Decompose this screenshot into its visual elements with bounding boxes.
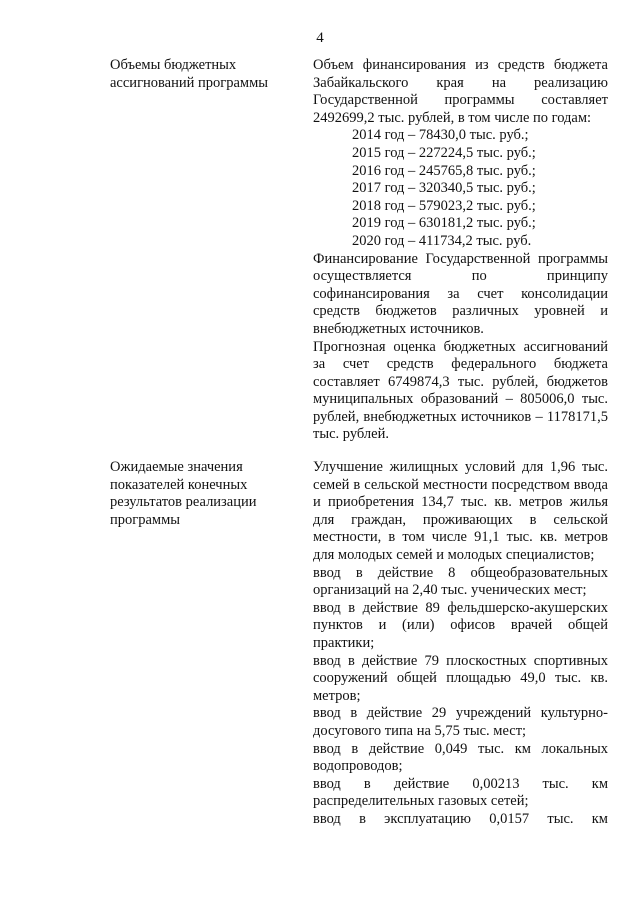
- result-item: ввод в действие 79 плоскостных спортивных сооружений общей площадью 49,0 тыс. кв. метров;: [313, 652, 608, 704]
- result-item: ввод в действие 89 фельдшерско-акушерских пунктов и (или) офисов врачей общей практики;: [313, 599, 608, 651]
- year-line: 2014 год – 78430,0 тыс. руб.;: [352, 127, 529, 144]
- budget-intro: Объем финансирования из средств бюджета Забайкальского края на реализацию Государственной программы составляет 2492699,2 тыс. рублей, в том числе по годам:: [313, 57, 608, 126]
- results-content: [313, 459, 608, 828]
- result-item: ввод в действие 29 учреждений культурно-досугового типа на 5,75 тыс. мест;: [313, 705, 608, 739]
- financing-paragraph: Финансирование Государственной программы осуществляется по принципу софинансирования за счет консолидации средств бюджетов различных уровней и внебюджетных источников.: [313, 250, 608, 337]
- year-line: 2017 год – 320340,5 тыс. руб.;: [352, 180, 536, 197]
- budget-label: Объемы бюджетных ассигнований программы: [110, 57, 269, 91]
- result-item: ввод в действие 0,049 тыс. км локальных водопроводов;: [313, 740, 608, 775]
- year-line: 2015 год – 227224,5 тыс. руб.;: [352, 144, 536, 161]
- page-number: 4: [316, 30, 324, 46]
- year-line: 2016 год – 245765,8 тыс. руб.;: [352, 162, 536, 179]
- result-item: ввод в действие 0,00213 тыс. км распределительных газовых сетей;: [313, 775, 608, 810]
- result-item: ввод в действие 8 общеобразовательных организаций на 2,40 тыс. ученических мест;: [313, 564, 608, 599]
- budget-content: [313, 57, 608, 444]
- results-label: Ожидаемые значения показателей конечных результатов реализации программы: [110, 459, 257, 528]
- result-item: ввод в эксплуатацию 0,0157 тыс. км: [313, 810, 608, 827]
- year-line: 2019 год – 630181,2 тыс. руб.;: [352, 215, 536, 232]
- result-item: Улучшение жилищных условий для 1,96 тыс. семей в сельской местности посредством ввода и приобретения 134,7 тыс. кв. метров жилья для граждан, проживающих в сельской местности, в том числе 91,1 тыс. кв. метров для молодых семей и молодых специалистов;: [313, 459, 608, 563]
- year-line: 2018 год – 579023,2 тыс. руб.;: [352, 197, 536, 214]
- forecast-paragraph: Прогнозная оценка бюджетных ассигнований за счет средств федерального бюджета составляет 6749874,3 тыс. рублей, бюджетов муниципальных образований – 805006,0 тыс. рублей, внебюджетных источников – 1178171,5 тыс. рублей.: [313, 338, 608, 443]
- year-line: 2020 год – 411734,2 тыс. руб.: [352, 232, 532, 249]
